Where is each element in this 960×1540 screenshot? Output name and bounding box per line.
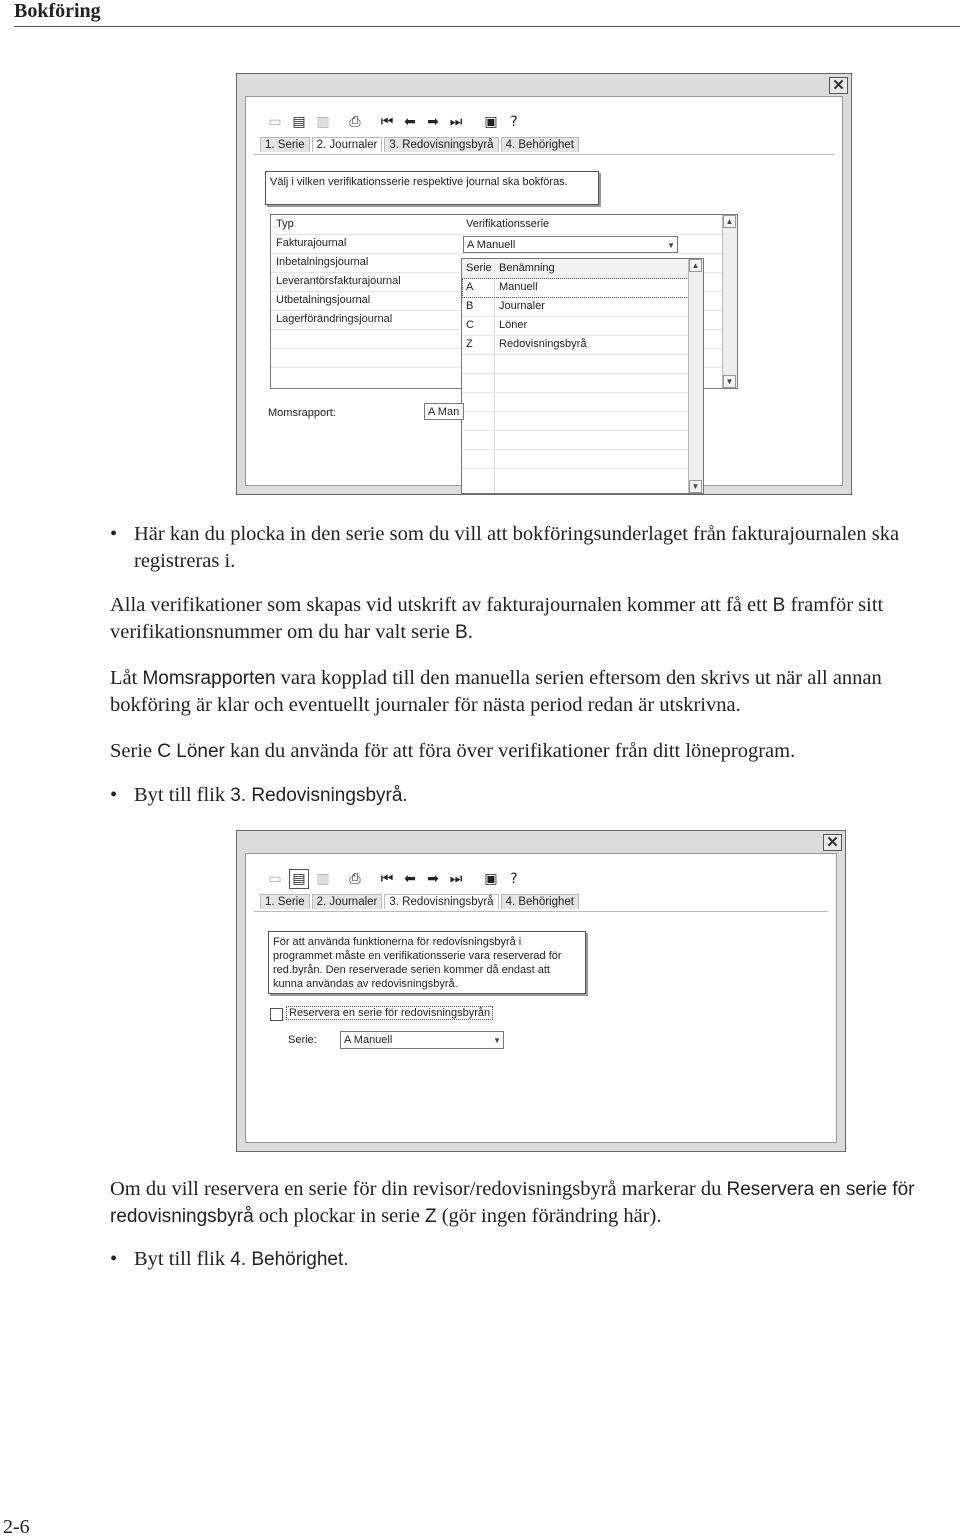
open-doc-icon[interactable]: ▤ (292, 114, 306, 130)
serie-label: Serie: (288, 1034, 317, 1046)
highlight-text: B (455, 622, 468, 643)
highlight-text: B (772, 595, 786, 616)
print-icon[interactable]: ⎙ (349, 871, 361, 887)
paragraph (110, 738, 960, 765)
list-item[interactable] (462, 335, 703, 355)
help-icon[interactable]: ? (510, 871, 518, 887)
first-icon[interactable]: ⏮ (380, 871, 394, 887)
tab-journaler[interactable]: 2. Journaler (312, 137, 383, 152)
tab-divider (254, 911, 828, 912)
select-value: A Manuell (344, 1034, 393, 1046)
list-item[interactable] (462, 297, 703, 317)
column-header-benamning: Benämning (499, 262, 555, 274)
list-item (462, 430, 703, 450)
scroll-up-icon[interactable]: ▲ (723, 215, 736, 228)
column-header-typ: Typ (276, 218, 294, 230)
chevron-down-icon: ▼ (493, 1036, 501, 1045)
text-run: och plockar in serie (253, 1205, 425, 1227)
dropdown-header-row (462, 259, 703, 279)
settings-window-serie (236, 73, 852, 495)
serie-dropdown-list (461, 258, 704, 494)
calendar-icon[interactable]: ▣ (484, 871, 498, 887)
text-run: Byt till flik (134, 784, 231, 806)
folder-icon[interactable]: ▭ (268, 871, 282, 887)
scroll-down-icon[interactable]: ▼ (689, 480, 702, 493)
serie-select[interactable] (340, 1031, 504, 1049)
highlight-text: C Löner (157, 741, 225, 762)
item-name: Redovisningsbyrå (499, 338, 587, 350)
item-name: Journaler (499, 300, 545, 312)
item-code: B (466, 300, 474, 312)
row-typ: Fakturajournal (276, 237, 347, 249)
dropdown-scrollbar[interactable] (688, 259, 703, 493)
bullet-icon: • (110, 784, 118, 806)
info-box: Välj i vilken verifikationsserie respektive journal ska bokföras. (265, 171, 599, 205)
bullet-text: Här kan du plocka in den serie som du vill att bokföringsunderlaget från fakturajournalen ska registreras i. (134, 523, 900, 572)
highlight-text: 3. Redovisningsbyrå. (230, 785, 408, 806)
paragraph (110, 592, 960, 646)
row-typ: Inbetalningsjournal (276, 256, 369, 268)
text-run: Serie (110, 740, 158, 762)
list-item (462, 392, 703, 412)
list-item[interactable] (462, 278, 703, 298)
window-content (245, 96, 843, 491)
bullet-icon: • (110, 1248, 118, 1270)
close-button[interactable]: ✕ (823, 834, 842, 851)
text-run: framför sitt verifikationsnummer om du har valt serie (110, 594, 884, 643)
paragraph (110, 1176, 960, 1230)
column-header-verifikationsserie: Verifikationsserie (466, 218, 550, 230)
tab-bar (260, 894, 581, 909)
tab-behorighet[interactable]: 4. Behörighet (501, 137, 579, 152)
scroll-up-icon[interactable]: ▲ (689, 259, 702, 272)
row-typ: Utbetalningsjournal (276, 294, 371, 306)
page-number: 2-6 (3, 1516, 30, 1538)
next-icon[interactable]: ➡ (427, 871, 439, 887)
list-item (462, 411, 703, 431)
calendar-icon[interactable]: ▣ (484, 114, 498, 130)
momsrapport-label: Momsrapport: (268, 407, 336, 419)
list-item (462, 354, 703, 374)
last-icon[interactable]: ⏭ (449, 114, 463, 130)
print-icon[interactable]: ⎙ (349, 114, 361, 130)
item-code: C (466, 319, 474, 331)
item-code: A (466, 281, 474, 293)
text-run: (gör ingen förändring här). (436, 1205, 662, 1227)
info-box: För att använda funktionerna för redovisningsbyrå i programmet måste en verifikationsserie vara reserverad för red.byrån. Den reserverade serien kommer då endast att kunna användas av redovisningsbyrå. (268, 931, 586, 994)
text-run: Byt till flik (134, 1248, 231, 1270)
reserve-checkbox[interactable] (270, 1008, 283, 1021)
header-divider (14, 26, 960, 27)
open-doc-icon[interactable]: ▤ (290, 870, 308, 888)
close-button[interactable]: ✕ (829, 77, 848, 94)
bullet-icon: • (110, 523, 118, 545)
list-item (462, 373, 703, 393)
text-run: Alla verifikationer som skapas vid utskrift av fakturajournalen kommer att få ett (110, 594, 773, 616)
row-typ: Leverantörsfakturajournal (276, 275, 401, 287)
highlight-text: Z (424, 1206, 437, 1227)
column-header-serie: Serie (466, 262, 492, 274)
trash-icon[interactable]: ▥ (316, 114, 330, 130)
text-run: kan du använda för att föra över verifikationer från ditt löneprogram. (224, 740, 796, 762)
prev-icon[interactable]: ⬅ (404, 114, 416, 130)
reserve-checkbox-label[interactable]: Reservera en serie för redovisningsbyrån (286, 1006, 493, 1020)
list-item (462, 449, 703, 469)
highlight-text: Momsrapporten (142, 668, 276, 689)
bullet-item (110, 1246, 960, 1273)
last-icon[interactable]: ⏭ (449, 871, 463, 887)
bullet-item (110, 782, 960, 809)
item-name: Löner (499, 319, 528, 331)
verifikationsserie-select[interactable] (463, 236, 678, 253)
select-value: A Manuell (467, 239, 516, 251)
next-icon[interactable]: ➡ (427, 114, 439, 130)
text-run: . (467, 621, 473, 643)
tab-redovisningsbyra[interactable]: 3. Redovisningsbyrå (384, 894, 498, 909)
grid-scrollbar[interactable] (722, 215, 737, 388)
tab-behorighet[interactable]: 4. Behörighet (501, 894, 579, 909)
help-icon[interactable]: ? (510, 114, 518, 130)
highlight-text: 4. Behörighet. (230, 1249, 349, 1270)
text-run: Om du vill reservera en serie för din revisor/redovisningsbyrå markerar du (110, 1178, 727, 1200)
tab-bar (260, 137, 581, 152)
scroll-down-icon[interactable]: ▼ (723, 375, 736, 388)
paragraph (110, 665, 960, 719)
prev-icon[interactable]: ⬅ (404, 871, 416, 887)
bullet-item (110, 521, 960, 575)
item-code: Z (466, 338, 473, 350)
tab-serie[interactable]: 1. Serie (260, 137, 310, 152)
item-name: Manuell (499, 281, 538, 293)
text-run: Låt (110, 667, 143, 689)
chevron-down-icon: ▼ (667, 241, 675, 250)
grid-header-row (271, 215, 737, 235)
tab-redovisningsbyra[interactable]: 3. Redovisningsbyrå (384, 137, 498, 152)
row-typ: Lagerförändringsjournal (276, 313, 393, 325)
page-header-title: Bokföring (14, 0, 101, 22)
tab-serie[interactable]: 1. Serie (260, 894, 310, 909)
first-icon[interactable]: ⏮ (380, 114, 394, 130)
window-content (245, 853, 837, 1143)
tab-journaler[interactable]: 2. Journaler (312, 894, 383, 909)
trash-icon[interactable]: ▥ (316, 871, 330, 887)
momsrapport-select[interactable] (424, 403, 464, 420)
list-item[interactable] (462, 316, 703, 336)
tab-divider (254, 154, 834, 155)
highlight-text: Reservera en serie för redovisningsbyrå (110, 1179, 915, 1227)
select-value: A Man (428, 406, 460, 418)
text-run: vara kopplad till den manuella serien eftersom den skrivs ut när all annan bokföring är klar och eventuellt journaler för nästa period redan är utskrivna. (110, 667, 882, 716)
folder-icon[interactable]: ▭ (268, 114, 282, 130)
settings-window-redovisningsbyra (236, 830, 846, 1152)
